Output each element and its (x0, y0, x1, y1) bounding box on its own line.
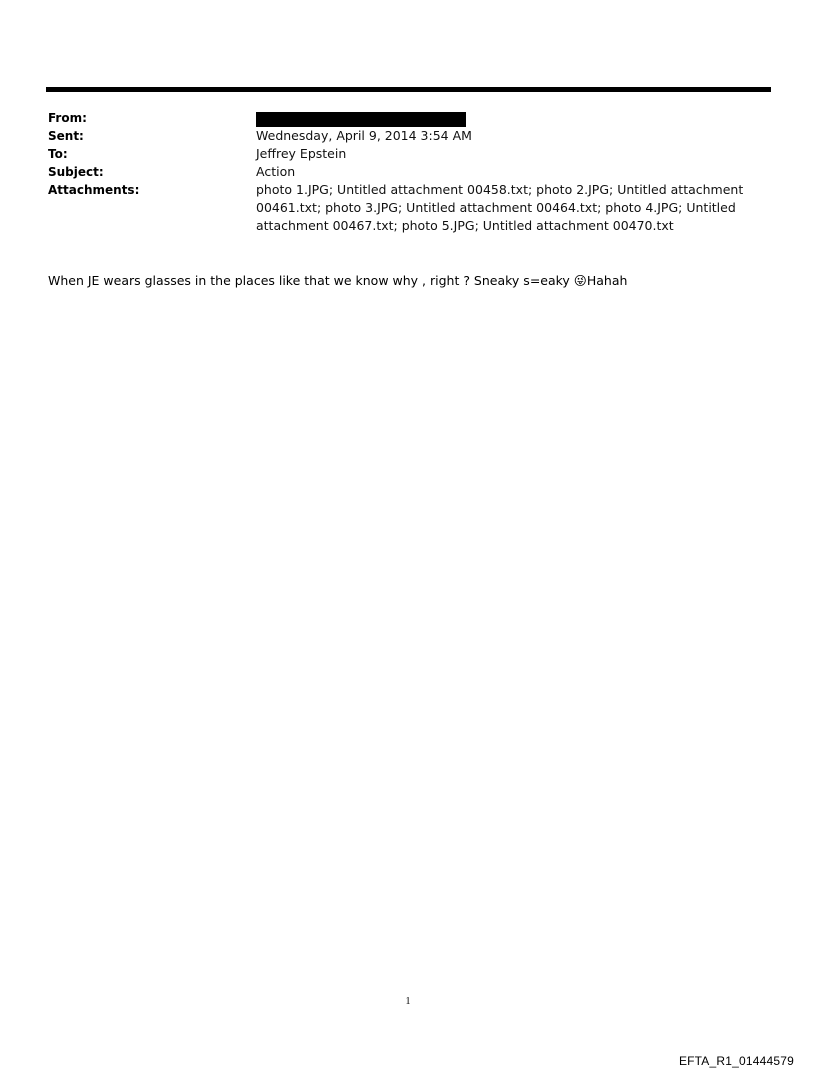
bates-number: EFTA_R1_01444579 (678, 1054, 794, 1068)
from-row (48, 109, 748, 127)
email-body: When JE wears glasses in the places like that we know why , right ? Sneaky s=eaky 😜Hahah (48, 273, 628, 288)
from-value (256, 109, 748, 127)
attachments-label: Attachments: (48, 183, 140, 197)
redaction-block (256, 112, 466, 127)
header-divider (46, 87, 771, 92)
email-header (48, 109, 748, 235)
to-value: Jeffrey Epstein (256, 146, 347, 161)
sent-label: Sent: (48, 129, 84, 143)
page-number: 1 (405, 996, 411, 1007)
subject-row (48, 163, 748, 181)
to-row (48, 145, 748, 163)
sent-value: Wednesday, April 9, 2014 3:54 AM (256, 128, 472, 143)
attachments-row (48, 181, 748, 235)
from-label: From: (48, 111, 87, 125)
subject-label: Subject: (48, 165, 104, 179)
subject-value: Action (256, 164, 296, 179)
to-label: To: (48, 147, 68, 161)
sent-row (48, 127, 748, 145)
attachments-value: photo 1.JPG; Untitled attachment 00458.txt; photo 2.JPG; Untitled attachment 00461.txt; photo 3.JPG; Untitled attachment 00464.txt; photo 4.JPG; Untitled attachment 00467.txt; photo 5.JPG; Untitled attachment 00470.txt (256, 182, 744, 233)
